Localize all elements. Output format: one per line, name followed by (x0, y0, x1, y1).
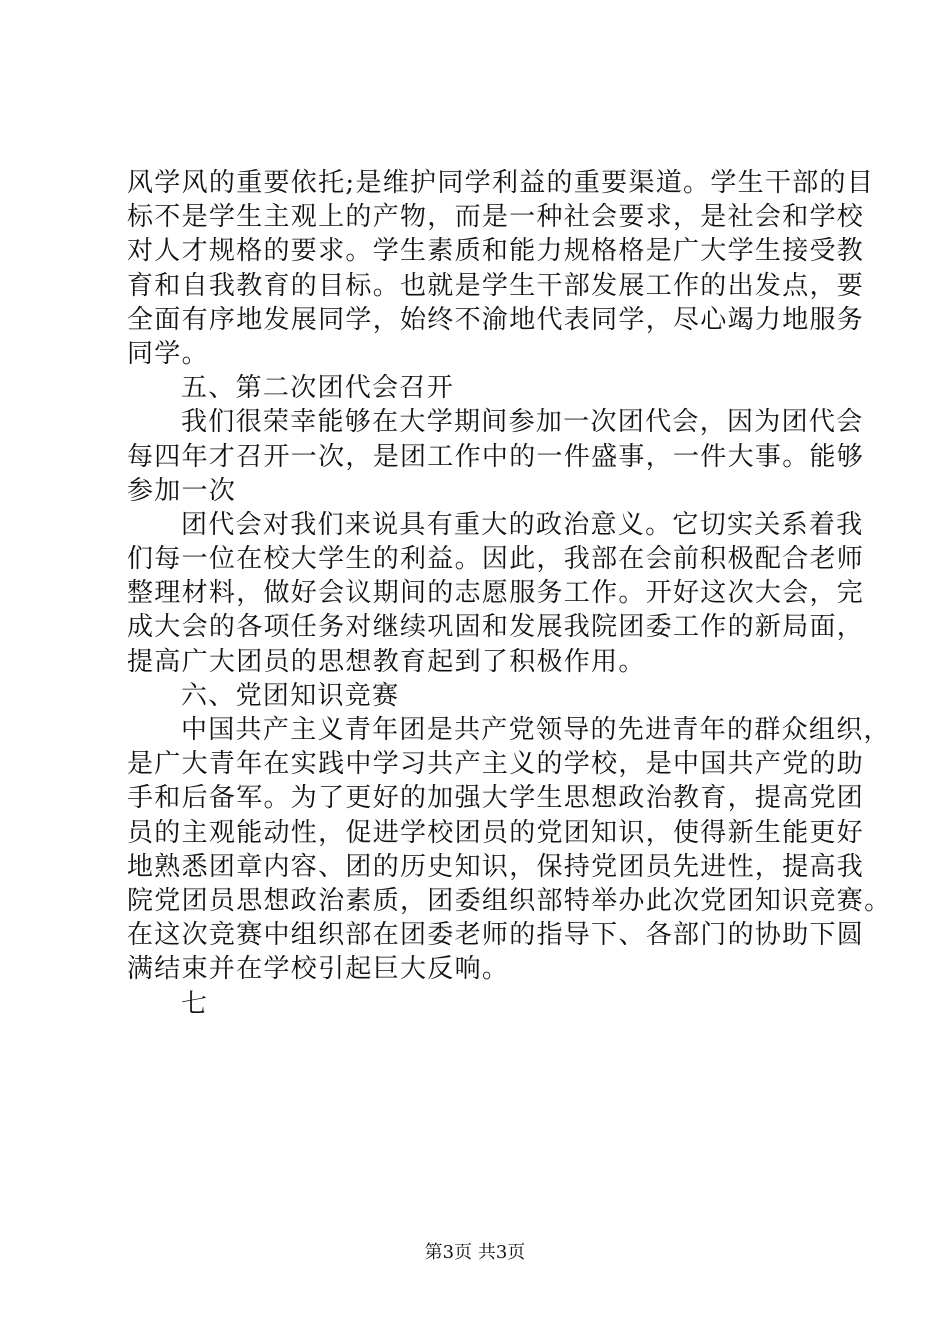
text-line: 风学风的重要依托;是维护同学利益的重要渠道。学生干部的目 (127, 168, 875, 198)
text-line: 手和后备军。为了更好的加强大学生思想政治教育，提高党团 (127, 783, 865, 814)
section-heading: 五、第二次团代会召开 (181, 373, 455, 404)
text-line: 地熟悉团章内容、团的历史知识，保持党团员先进性，提高我 (127, 851, 865, 882)
text-line: 在这次竞赛中组织部在团委老师的指导下、各部门的协助下圆 (127, 920, 865, 951)
text-line: 成大会的各项任务对继续巩固和发展我院团委工作的新局面， (127, 612, 865, 643)
text-line: 院党团员思想政治素质，团委组织部特举办此次党团知识竞赛。 (127, 885, 892, 916)
text-line: 团代会对我们来说具有重大的政治意义。它切实关系着我 (181, 509, 864, 540)
text-line: 标不是学生主观上的产物，而是一种社会要求，是社会和学校 (127, 202, 865, 233)
text-line: 员的主观能动性，促进学校团员的党团知识，使得新生能更好 (127, 817, 865, 848)
page-footer (0, 1241, 950, 1265)
text-line: 提高广大团员的思想教育起到了积极作用。 (127, 646, 646, 677)
text-line: 中国共产主义青年团是共产党领导的先进青年的群众组织， (181, 715, 891, 745)
text-line: 参加一次 (127, 475, 237, 506)
text-line: 是广大青年在实践中学习共产主义的学校，是中国共产党的助 (127, 749, 865, 780)
text-line: 们每一位在校大学生的利益。因此，我部在会前积极配合老师 (127, 544, 865, 575)
document-body (127, 166, 892, 1021)
text-line: 整理材料，做好会议期间的志愿服务工作。开好这次大会，完 (127, 578, 865, 609)
text-line: 满结束并在学校引起巨大反响。 (127, 954, 510, 985)
text-line: 每四年才召开一次，是团工作中的一件盛事，一件大事。能够 (127, 441, 865, 472)
text-line: 育和自我教育的目标。也就是学生干部发展工作的出发点，要 (127, 270, 865, 301)
text-line: 同学。 (127, 338, 209, 369)
section-heading: 七 (181, 988, 209, 1019)
text-line: 全面有序地发展同学，始终不渝地代表同学，尽心竭力地服务 (127, 304, 865, 335)
text-line: 我们很荣幸能够在大学期间参加一次团代会，因为团代会 (181, 407, 864, 438)
page-number: 第3页 共3页 (424, 1242, 526, 1263)
text-line: 对人才规格的要求。学生素质和能力规格格是广大学生接受教 (127, 236, 865, 267)
section-heading: 六、党团知识竞赛 (181, 680, 400, 711)
